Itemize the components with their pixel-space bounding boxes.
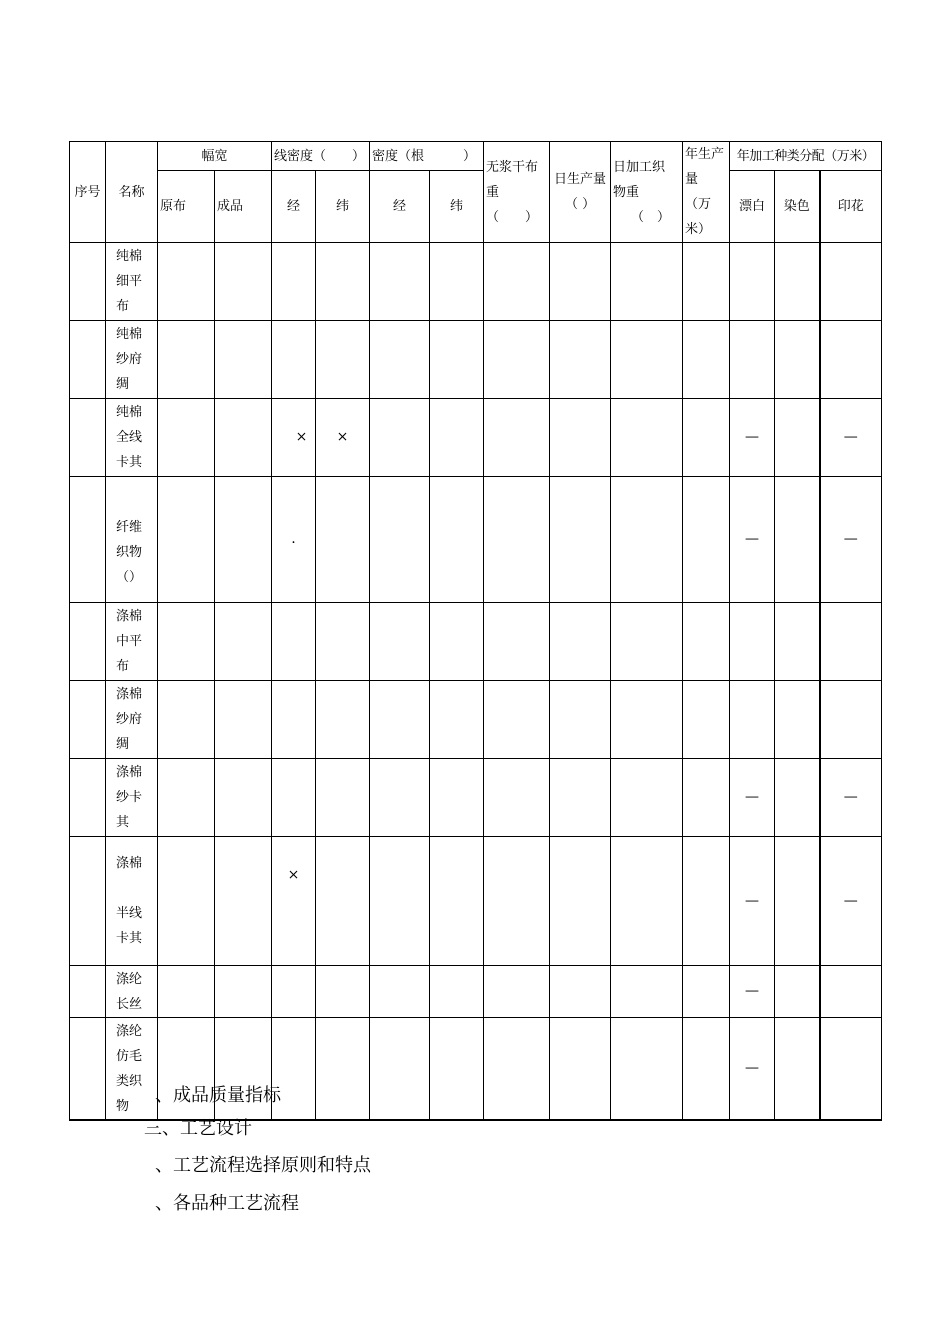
- cell-dry-weight: [484, 399, 550, 477]
- cell-annual-output: [683, 603, 730, 681]
- cell-ld-warp: [272, 243, 316, 321]
- cell-width-finished: [215, 759, 272, 837]
- cell-bleach: [730, 603, 775, 681]
- cell-width-finished: [215, 399, 272, 477]
- cell-annual-output: [683, 1018, 730, 1121]
- cell-ld-warp: [272, 321, 316, 399]
- cell-daily-processed: [611, 681, 683, 759]
- cell-daily-processed: [611, 399, 683, 477]
- header-print: 印花: [820, 171, 882, 243]
- product-name-line: 织物: [116, 544, 143, 560]
- cell-bleach: —: [730, 966, 775, 1018]
- cell-density-weft: [430, 966, 484, 1018]
- cell-annual-output: [683, 399, 730, 477]
- cell-dry-weight: [484, 603, 550, 681]
- header-ld-warp: 经: [272, 171, 316, 243]
- cell-dry-weight: [484, 966, 550, 1018]
- section-process-flows: 、各品种工艺流程: [155, 1193, 299, 1214]
- cell-bleach: —: [730, 477, 775, 603]
- header-density-weft: 纬: [430, 171, 484, 243]
- cell-print: [820, 1018, 882, 1121]
- cell-ld-warp: [272, 759, 316, 837]
- cell-print: [820, 681, 882, 759]
- header-width-raw: 原布: [158, 171, 215, 243]
- cell-seq: [70, 399, 106, 477]
- cell-daily-processed: [611, 837, 683, 966]
- section-process-principles: 、工艺流程选择原则和特点: [155, 1155, 371, 1176]
- cell-dye: [775, 966, 820, 1018]
- cell-width-raw: [158, 399, 215, 477]
- cell-width-raw: [158, 681, 215, 759]
- cell-bleach: —: [730, 1018, 775, 1121]
- header-daily-processed: 日加工织 物重 （ ）: [611, 142, 683, 243]
- cell-daily-output: [550, 1018, 611, 1121]
- cell-product-name: [106, 477, 158, 603]
- table-row: [70, 477, 882, 603]
- cell-daily-processed: [611, 966, 683, 1018]
- product-name-line: 卡其: [116, 931, 143, 946]
- cell-print: —: [820, 477, 882, 603]
- table-row: [70, 837, 882, 966]
- cell-dye: [775, 681, 820, 759]
- header-width: 幅宽: [158, 142, 272, 171]
- cell-density-warp: [370, 1018, 430, 1121]
- cell-print: [820, 243, 882, 321]
- cell-print: —: [820, 759, 882, 837]
- product-name-line: 涤棉: [116, 856, 143, 871]
- cell-annual-output: [683, 321, 730, 399]
- cell-seq: [70, 603, 106, 681]
- cell-product-name: [106, 966, 158, 1018]
- cell-dye: [775, 603, 820, 681]
- cell-density-weft: [430, 759, 484, 837]
- header-ld-weft: 纬: [316, 171, 370, 243]
- cell-seq: [70, 321, 106, 399]
- cell-width-finished: [215, 681, 272, 759]
- product-name-line: 长丝: [116, 996, 143, 1012]
- cell-width-finished: [215, 477, 272, 603]
- cell-daily-output: [550, 966, 611, 1018]
- header-density: 密度（根 ）: [370, 142, 484, 171]
- cell-seq: [70, 759, 106, 837]
- product-name-line: 类织: [116, 1073, 143, 1089]
- table-row: [70, 681, 882, 759]
- cell-daily-processed: [611, 1018, 683, 1121]
- cell-annual-output: [683, 966, 730, 1018]
- header-name: 名称: [106, 142, 158, 243]
- cell-density-warp: [370, 837, 430, 966]
- product-name-line: 纤维: [116, 519, 143, 535]
- cell-annual-output: [683, 681, 730, 759]
- cell-daily-output: [550, 837, 611, 966]
- cell-dye: [775, 243, 820, 321]
- cell-density-weft: [430, 321, 484, 399]
- cell-seq: [70, 243, 106, 321]
- product-name-line: 卡其: [116, 455, 143, 470]
- cell-bleach: [730, 243, 775, 321]
- cell-density-weft: [430, 399, 484, 477]
- cell-daily-output: [550, 759, 611, 837]
- cell-daily-output: [550, 243, 611, 321]
- table-row: [70, 759, 882, 837]
- cell-product-name: [106, 1018, 158, 1121]
- cell-bleach: [730, 321, 775, 399]
- product-name-line: [116, 490, 157, 515]
- product-name-line: 涤纶: [116, 971, 143, 987]
- cell-product-name: [106, 603, 158, 681]
- cell-daily-processed: [611, 321, 683, 399]
- cell-width-raw: [158, 759, 215, 837]
- cell-width-raw: [158, 243, 215, 321]
- product-name-line: 涤棉: [116, 687, 143, 702]
- cell-ld-weft: [316, 759, 370, 837]
- cell-daily-output: [550, 399, 611, 477]
- header-dye: 染色: [775, 171, 820, 243]
- cell-ld-warp: ×: [272, 837, 316, 966]
- cell-density-warp: [370, 603, 430, 681]
- cell-density-warp: [370, 399, 430, 477]
- product-name-line: 纱府: [116, 712, 143, 727]
- product-name-line: 纯棉: [116, 405, 143, 420]
- cell-print: —: [820, 837, 882, 966]
- cell-dye: [775, 477, 820, 603]
- product-name-line: 其: [116, 815, 130, 830]
- cell-ld-warp: [272, 603, 316, 681]
- cell-daily-processed: [611, 243, 683, 321]
- header-width-finished: 成品: [215, 171, 272, 243]
- cell-density-weft: [430, 837, 484, 966]
- header-daily-output: 日生产量 （ ）: [550, 142, 611, 243]
- product-name-line: 布: [116, 659, 130, 674]
- table-row: [70, 399, 882, 477]
- cell-density-warp: [370, 321, 430, 399]
- cell-print: —: [820, 399, 882, 477]
- product-name-line: 纯棉: [116, 327, 143, 342]
- product-name-line: 绸: [116, 377, 130, 392]
- cell-product-name: [106, 837, 158, 966]
- cell-density-weft: [430, 477, 484, 603]
- cell-density-warp: [370, 681, 430, 759]
- cell-dry-weight: [484, 243, 550, 321]
- cell-dry-weight: [484, 837, 550, 966]
- product-name-line: 涤棉: [116, 765, 143, 780]
- cell-product-name: [106, 243, 158, 321]
- cell-ld-weft: ×: [316, 399, 370, 477]
- cell-width-finished: [215, 837, 272, 966]
- header-annual-alloc: 年加工种类分配（万米）: [730, 142, 882, 171]
- product-name-line: 纱府: [116, 352, 143, 367]
- cell-ld-weft: [316, 966, 370, 1018]
- cell-density-weft: [430, 1018, 484, 1121]
- cell-daily-output: [550, 321, 611, 399]
- cell-daily-output: [550, 603, 611, 681]
- cell-dye: [775, 321, 820, 399]
- product-name-line: 纱卡: [116, 790, 143, 805]
- product-spec-table: [69, 141, 882, 1121]
- cell-dye: [775, 837, 820, 966]
- cell-ld-warp: ×: [272, 399, 316, 477]
- cell-dye: [775, 759, 820, 837]
- section-quality-indicators: 、成品质量指标: [155, 1085, 281, 1106]
- cell-width-raw: [158, 837, 215, 966]
- cell-product-name: [106, 399, 158, 477]
- product-name-line: 绸: [116, 737, 130, 752]
- cell-width-raw: [158, 966, 215, 1018]
- cell-bleach: —: [730, 837, 775, 966]
- header-annual-output: 年生产 量 （万 米）: [683, 142, 730, 243]
- cell-density-weft: [430, 243, 484, 321]
- cell-ld-weft: [316, 1018, 370, 1121]
- cell-bleach: —: [730, 759, 775, 837]
- table-row: [70, 603, 882, 681]
- cell-daily-processed: [611, 477, 683, 603]
- cell-density-weft: [430, 603, 484, 681]
- cell-dye: [775, 1018, 820, 1121]
- cell-width-raw: [158, 477, 215, 603]
- cell-seq: [70, 681, 106, 759]
- cell-width-finished: [215, 603, 272, 681]
- cell-width-raw: [158, 321, 215, 399]
- cell-ld-weft: [316, 681, 370, 759]
- cell-ld-warp: [272, 966, 316, 1018]
- cell-daily-processed: [611, 759, 683, 837]
- cell-density-warp: [370, 966, 430, 1018]
- cell-ld-warp: [272, 681, 316, 759]
- cell-annual-output: [683, 477, 730, 603]
- table-row: [70, 321, 882, 399]
- cell-seq: [70, 477, 106, 603]
- cell-width-raw: [158, 603, 215, 681]
- product-name-line: 纯棉: [116, 249, 143, 264]
- cell-annual-output: [683, 837, 730, 966]
- header-linear-density: 线密度（ ）: [272, 142, 370, 171]
- product-name-line: 布: [116, 299, 130, 314]
- cell-dry-weight: [484, 759, 550, 837]
- product-name-line: 涤纶: [116, 1023, 143, 1039]
- cell-bleach: [730, 681, 775, 759]
- cell-ld-weft: [316, 477, 370, 603]
- cell-density-warp: [370, 243, 430, 321]
- product-name-line: 涤棉: [116, 609, 143, 624]
- cell-product-name: [106, 321, 158, 399]
- section-process-design: 三、工艺设计: [144, 1118, 252, 1139]
- cell-daily-processed: [611, 603, 683, 681]
- cell-bleach: —: [730, 399, 775, 477]
- cell-density-warp: [370, 477, 430, 603]
- cell-seq: [70, 1018, 106, 1121]
- cell-dye: [775, 399, 820, 477]
- cell-width-finished: [215, 321, 272, 399]
- table-row: [70, 966, 882, 1018]
- cell-print: [820, 321, 882, 399]
- cell-product-name: [106, 681, 158, 759]
- cell-seq: [70, 966, 106, 1018]
- cell-ld-weft: [316, 243, 370, 321]
- cell-dry-weight: [484, 321, 550, 399]
- header-dry-weight: 无浆干布 重 （ ）: [484, 142, 550, 243]
- header-seq: 序号: [70, 142, 106, 243]
- product-name-line: 全线: [116, 430, 143, 445]
- cell-dry-weight: [484, 1018, 550, 1121]
- cell-daily-output: [550, 477, 611, 603]
- cell-width-finished: [215, 966, 272, 1018]
- product-name-line: 仿毛: [116, 1048, 143, 1064]
- cell-density-warp: [370, 759, 430, 837]
- product-name-line: （）: [116, 569, 143, 585]
- product-name-line: 细平: [116, 274, 143, 289]
- header-bleach: 漂白: [730, 171, 775, 243]
- cell-dry-weight: [484, 681, 550, 759]
- product-name-line: 中平: [116, 634, 143, 649]
- product-name-line: 半线: [116, 906, 143, 921]
- cell-annual-output: [683, 243, 730, 321]
- header-density-warp: 经: [370, 171, 430, 243]
- cell-seq: [70, 837, 106, 966]
- cell-annual-output: [683, 759, 730, 837]
- table-row: [70, 243, 882, 321]
- product-name-line: 物: [116, 1098, 130, 1114]
- cell-print: [820, 603, 882, 681]
- cell-ld-weft: [316, 321, 370, 399]
- cell-product-name: [106, 759, 158, 837]
- cell-density-weft: [430, 681, 484, 759]
- cell-dry-weight: [484, 477, 550, 603]
- cell-ld-weft: [316, 603, 370, 681]
- cell-ld-warp: .: [272, 477, 316, 603]
- cell-daily-output: [550, 681, 611, 759]
- cell-width-finished: [215, 243, 272, 321]
- cell-print: [820, 966, 882, 1018]
- product-name-line: [116, 876, 157, 901]
- cell-ld-weft: [316, 837, 370, 966]
